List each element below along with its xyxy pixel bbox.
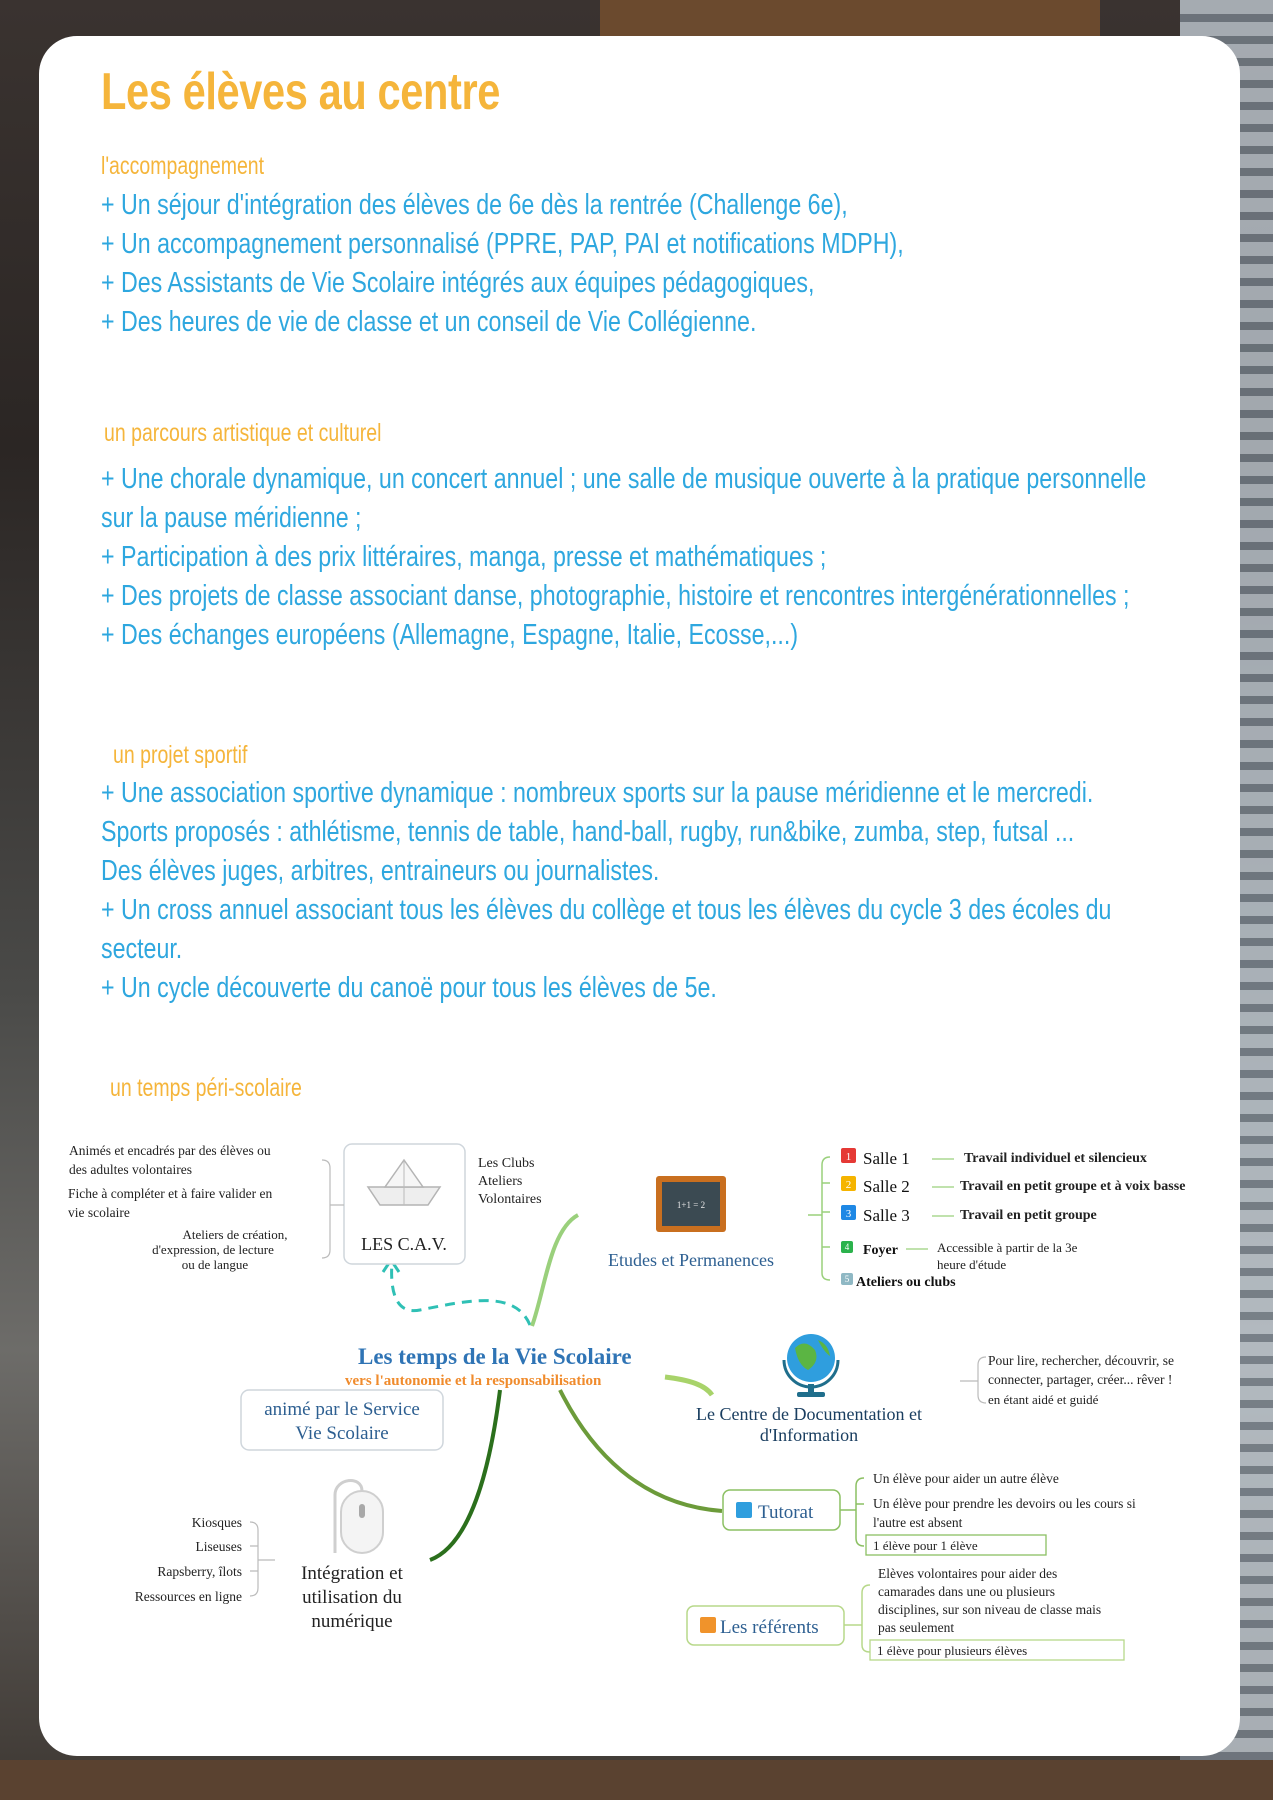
referents-note-line: Elèves volontaires pour aider des [878,1566,1058,1581]
service-box-line: animé par le Service [264,1399,420,1420]
cav-bracket [322,1160,344,1258]
etudes-items [841,1148,1185,1290]
mindmap-center-subtitle: vers l'autonomie et la responsabilisation [345,1373,602,1389]
etudes-label: Etudes et Permanences [608,1250,774,1270]
etudes-bracket [808,1157,830,1280]
sportif-line: + Un cycle découverte du canoë pour tous les élèves de 5e. [101,972,717,1004]
numerique-item: Kiosques [191,1515,242,1530]
branch-etudes [532,1215,578,1326]
etudes-item-description: Travail en petit groupe et à voix basse [960,1179,1186,1194]
artistique-line: + Une chorale dynamique, un concert annuel ; une salle de musique ouverte à la pratique personnelle [101,463,1147,495]
sportif-line: + Un cross annuel associant tous les élèves du collège et tous les élèves du cycle 3 des écoles du [101,894,1112,926]
cav-clubs-line: Les Clubs [478,1156,535,1171]
tutorat-bracket [840,1478,864,1546]
referents-note-line: disciplines, sur son niveau de classe mais [878,1602,1102,1617]
tutorat-icon [736,1502,752,1518]
globe-icon [784,1334,838,1397]
branch-cav [392,1262,530,1325]
etudes-item-number: 3 [845,1208,852,1220]
etudes-item-description: Travail en petit groupe [960,1208,1097,1223]
referents-note-line: camarades dans une ou plusieurs [878,1584,1055,1599]
referents-tag-text: 1 élève pour plusieurs élèves [877,1643,1028,1658]
accompagnement-line: + Un séjour d'intégration des élèves de 6e dès la rentrée (Challenge 6e), [101,189,848,221]
tutorat-note-line: l'autre est absent [873,1515,963,1530]
branch-cdi [665,1377,712,1395]
tutorat-note-line: Un élève pour prendre les devoirs ou les cours si [873,1496,1136,1511]
cav-note-line: ou de langue [181,1257,249,1272]
artistique-line: + Des projets de classe associant danse, photographie, histoire et rencontres intergénérationnelles ; [101,580,1130,612]
etudes-item-label: Salle 3 [863,1206,910,1225]
tutorat-label: Tutorat [758,1502,814,1523]
chalkboard-icon [656,1176,726,1232]
sportif-line: Sports proposés : athlétisme, tennis de table, hand-ball, rugby, run&bike, zumba, step, futsal ... [101,816,1075,848]
etudes-item-description: Travail individuel et silencieux [964,1151,1147,1166]
sportif-line: + Une association sportive dynamique : nombreux sports sur la pause méridienne et le mercredi. [101,777,1094,809]
sportif-line: secteur. [101,933,183,965]
tutorat-tag-text: 1 élève pour 1 élève [873,1538,978,1553]
etudes-item-label: Ateliers ou clubs [856,1275,956,1290]
cav-note-line: Animés et encadrés par des élèves ou [69,1143,271,1158]
referents-bracket [844,1585,870,1652]
cav-note-line: vie scolaire [68,1205,130,1220]
numerique-label-line: numérique [311,1611,393,1632]
numerique-label-line: Intégration et [301,1563,403,1584]
artistique-line: sur la pause méridienne ; [101,502,362,534]
etudes-item-number: 2 [845,1179,852,1191]
cav-label: LES C.A.V. [361,1234,447,1254]
numerique-label-line: utilisation du [302,1587,402,1608]
sportif-line: Des élèves juges, arbitres, entraineurs ou journalistes. [101,855,660,887]
numerique-item: Liseuses [195,1539,242,1554]
mouse-icon [335,1480,383,1553]
cav-note-line: des adultes volontaires [69,1162,192,1177]
referents-icon [700,1617,716,1633]
cav-note-line: Ateliers de création, [182,1227,288,1242]
referents-note-line: pas seulement [878,1620,955,1635]
etudes-item-label: Salle 2 [863,1177,910,1196]
section-heading-periscolaire: un temps péri-scolaire [110,1074,302,1102]
cdi-bracket [960,1357,986,1403]
service-box-line: Vie Scolaire [295,1423,389,1444]
chalkboard-text: 1+1 = 2 [676,1200,706,1210]
artistique-line: + Des échanges européens (Allemagne, Espagne, Italie, Ecosse,...) [101,619,799,651]
artistique-line: + Participation à des prix littéraires, manga, presse et mathématiques ; [101,541,827,573]
etudes-item-label: Salle 1 [863,1149,910,1168]
accompagnement-line: + Des Assistants de Vie Scolaire intégrés aux équipes pédagogiques, [101,267,815,299]
section-heading-accompagnement: l'accompagnement [101,152,265,180]
numerique-bracket [250,1522,275,1596]
accompagnement-line: + Un accompagnement personnalisé (PPRE, PAP, PAI et notifications MDPH), [101,228,904,260]
cav-clubs-line: Volontaires [478,1192,542,1207]
accompagnement-line: + Des heures de vie de classe et un conseil de Vie Collégienne. [101,306,757,338]
cdi-note-line: connecter, partager, créer... rêver ! [988,1372,1173,1387]
cdi-note-line: Pour lire, rechercher, découvrir, se [988,1353,1174,1368]
tutorat-note-line: Un élève pour aider un autre élève [873,1471,1059,1486]
cav-note-line: d'expression, de lecture [152,1242,274,1257]
etudes-item-number: 1 [845,1151,852,1163]
mindmap-center-title: Les temps de la Vie Scolaire [358,1344,632,1369]
etudes-item-description: Accessible à partir de la 3e [937,1240,1078,1255]
etudes-item-label: Foyer [863,1243,898,1258]
etudes-item-description: heure d'étude [937,1257,1007,1272]
page-title: Les élèves au centre [101,63,501,121]
cdi-label-line: d'Information [759,1425,859,1445]
cav-note-line: Fiche à compléter et à faire valider en [68,1186,273,1201]
numerique-item: Rapsberry, îlots [157,1564,242,1579]
etudes-item-number: 5 [844,1274,850,1284]
cdi-label-line: Le Centre de Documentation et [696,1404,922,1424]
numerique-item: Ressources en ligne [134,1589,242,1604]
section-heading-sportif: un projet sportif [113,741,248,769]
etudes-item-number: 4 [844,1242,850,1252]
section-heading-artistique: un parcours artistique et culturel [104,419,382,447]
cdi-note-line: en étant aidé et guidé [988,1392,1099,1407]
referents-label: Les référents [720,1617,819,1638]
cav-clubs-line: Ateliers [478,1174,523,1189]
